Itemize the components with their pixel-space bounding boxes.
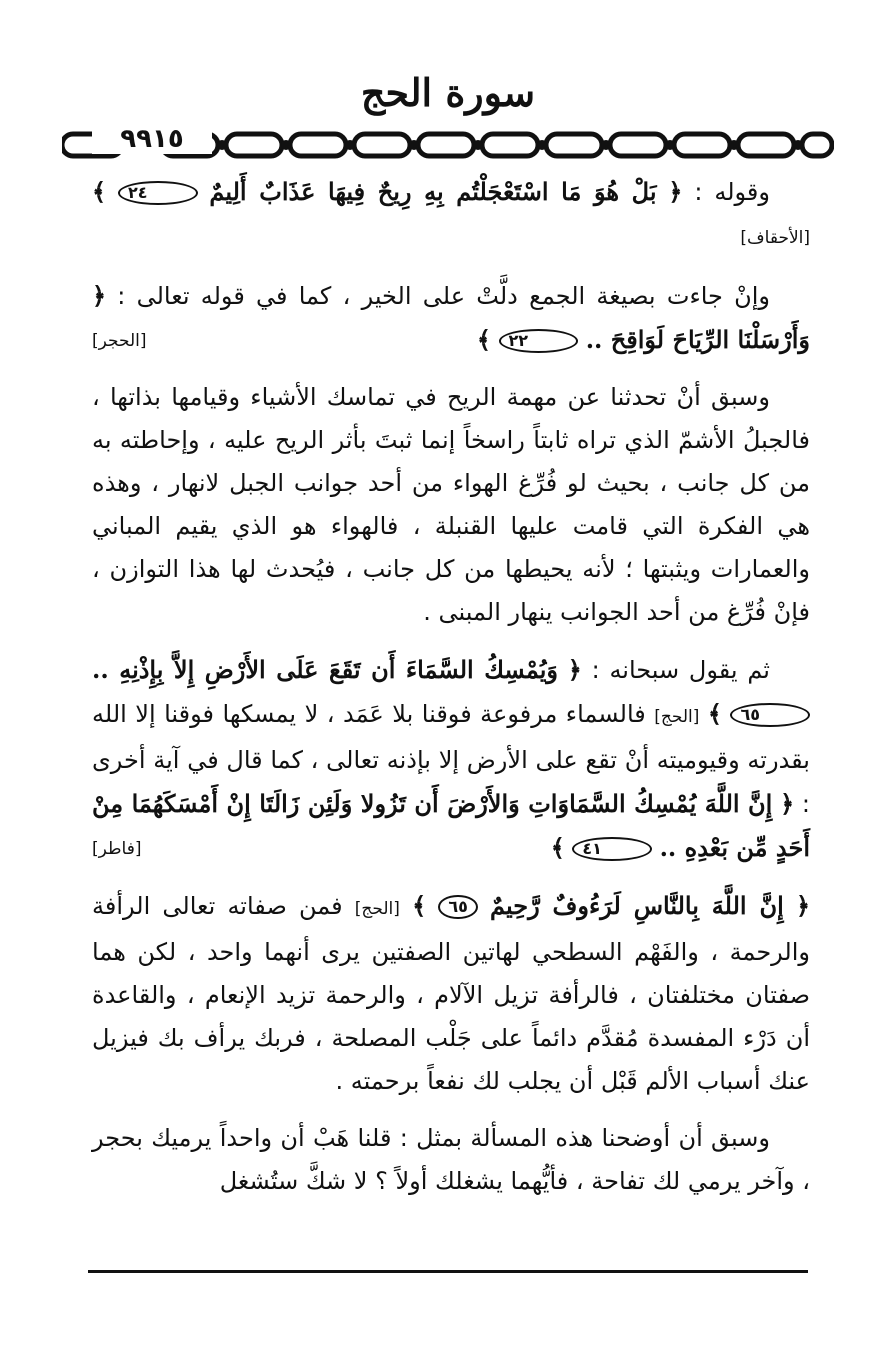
surah-reference: [الحج] bbox=[654, 707, 700, 727]
verse-number: ٦٥ bbox=[730, 703, 810, 727]
paragraph-5 bbox=[92, 884, 810, 1103]
paragraph-2 bbox=[92, 274, 810, 362]
body-text-segment: فالسماء مرفوعة فوقنا بلا عَمَد ، لا يمسكها فوقنا إلا الله بقدرته وقيوميته أنْ تقع على الأرض إلا بإذنه تعالى ، كما قال في آية أخرى : bbox=[92, 700, 810, 818]
ornate-bracket: ﴿ bbox=[567, 655, 582, 684]
lead-text: ثم يقول سبحانه : bbox=[581, 656, 770, 684]
ornate-bracket: ﴿ bbox=[668, 177, 683, 206]
ornate-bracket: ﴾ bbox=[476, 325, 491, 354]
ornate-bracket: ﴾ bbox=[92, 177, 107, 206]
body-text-segment: فمن صفاته تعالى الرأفة والرحمة ، والفَهْم السطحي لهاتين الصفتين يرى أنهما واحد ، لكن هما صفتان مختلفتان ، فالرأفة تزيل الآلام ، والرحمة تزيد الإنعام ، والقاعدة أن دَرْء المفسدة مُقدَّم دائماً على جَلْب المصلحة ، فربك يرأف بك فيزيل عنك أسباب الألم قَبْل أن يجلب لك نفعاً برحمته . bbox=[92, 892, 810, 1095]
quran-verse: وَيُمْسِكُ السَّمَاءَ أَن تَقَعَ عَلَى الأَرْضِ إِلاَّ بِإِذْنِهِ .. bbox=[92, 655, 558, 684]
verse-number: ٢٤ bbox=[118, 181, 198, 205]
quran-verse: إِنَّ اللَّهَ يُمْسِكُ السَّمَاوَاتِ وَالأَرْضَ أَن تَزُولا وَلَئِن زَالَتَا إِنْ أَمْسَكَهُمَا مِنْ أَحَدٍ مِّن بَعْدِهِ .. bbox=[92, 789, 810, 862]
ornate-bracket: ﴾ bbox=[707, 699, 722, 728]
ornate-bracket: ﴾ bbox=[412, 891, 427, 920]
surah-reference: [الأحقاف] bbox=[740, 228, 810, 248]
surah-reference: [فاطر] bbox=[92, 839, 142, 859]
surah-reference: [الحج] bbox=[354, 899, 400, 919]
paragraph-4 bbox=[92, 648, 810, 870]
verse-number: ٤١ bbox=[572, 837, 652, 861]
quran-verse: إِنَّ اللَّهَ بِالنَّاسِ لَرَءُوفٌ رَّحِيمٌ bbox=[490, 891, 784, 920]
quran-verse: وَأَرْسَلْنَا الرِّيَاحَ لَوَاقِحَ .. bbox=[585, 325, 810, 354]
body-text bbox=[92, 170, 810, 1217]
ornate-bracket: ﴿ bbox=[780, 789, 795, 818]
verse-number: ٢٢ bbox=[499, 329, 579, 353]
lead-text: وقوله : bbox=[682, 178, 770, 206]
ornate-bracket: ﴾ bbox=[550, 833, 565, 862]
verse-number: ٦٥ bbox=[438, 895, 478, 919]
quran-verse: بَلْ هُوَ مَا اسْتَعْجَلْتُم بِهِ رِيحٌ فِيهَا عَذَابٌ أَلِيمٌ bbox=[209, 177, 657, 206]
footer-rule bbox=[88, 1270, 808, 1273]
page-number: ٩٩١٥ bbox=[92, 124, 212, 154]
surah-title: سورة الحج bbox=[360, 70, 536, 115]
lead-text: وإنْ جاءت بصيغة الجمع دلَّتْ على الخير ، كما في قوله تعالى : bbox=[106, 282, 770, 310]
surah-reference: [الحجر] bbox=[92, 331, 147, 351]
ornate-bracket: ﴿ bbox=[92, 281, 107, 310]
paragraph-6: وسبق أن أوضحنا هذه المسألة بمثل : قلنا هَبْ أن واحداً يرميك بحجر ، وآخر يرمي لك تفاحة ، فأيُّهما يشغلك أولاً ؟ لا شكَّ ستُشغل bbox=[92, 1124, 810, 1195]
paragraph-1 bbox=[92, 170, 810, 260]
paragraph-3: وسبق أنْ تحدثنا عن مهمة الريح في تماسك الأشياء وقيامها بذاتها ، فالجبلُ الأشمّ الذي تراه ثابتاً راسخاً إنما ثبتَ بأثر الريح عليه ، وإحاطته به من كل جانب ، بحيث لو فُرِّغ الهواء من أحد جوانب الجبل لانهار ، وهذه هي الفكرة التي قامت عليها القنبلة ، فالهواء هو الذي يقيم المباني والعمارات ويثبتها ؛ لأنه يحيطها من كل جانب ، فيُحدث لها هذا التوازن ، فإنْ فُرِّغ من أحد الجوانب ينهار المبنى . bbox=[92, 383, 810, 626]
ornate-bracket: ﴿ bbox=[795, 891, 810, 920]
